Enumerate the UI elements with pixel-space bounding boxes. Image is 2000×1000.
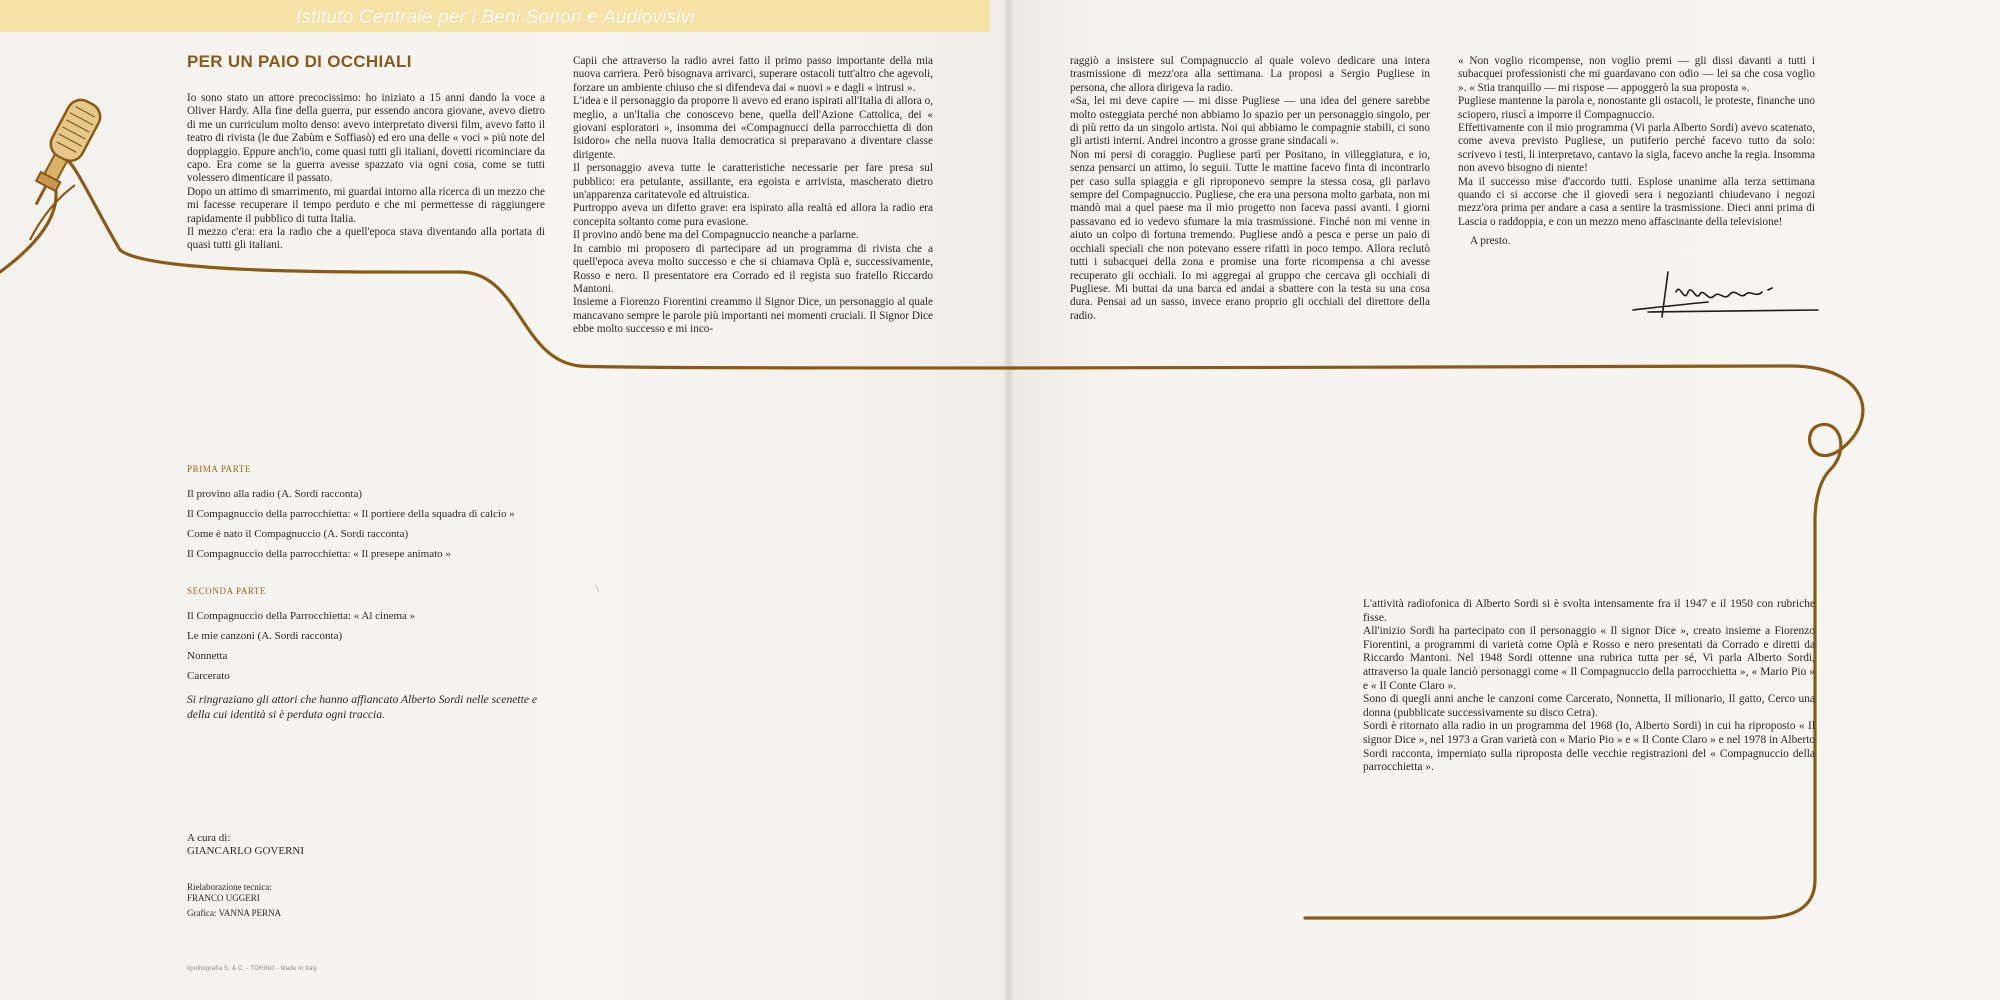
paragraph: All'inizio Sordi ha partecipato con il personaggio « Il signor Dice », creato insieme a Fiorenzo Fiorentini, a programmi di varietà come Oplà e Rosso e nero presentati da Corrado e diretti da Riccardo Mantoni. Nel 1948 Sordi ottenne una rubrica tutta per sé, Vi parla Alberto Sordi, attraverso la quale lanciò personaggi come « Il Compagnuccio della parrocchietta », « Mario Pio » e « Il Conte Claro ». [1363, 625, 1815, 692]
curated-name: GIANCARLO GOVERNI [187, 845, 305, 857]
paragraph: «Sa, lei mi deve capire — mi disse Pugliese — una idea del genere sarebbe molto osteggiata perché non abbiamo lo spazio per un personaggio singolo, per di più retto da un singolo artista. Noi qui abbiamo le compagnie stabili, ci sono gli artisti interni. Andrei incontro a grosse grane sindacali ». [1070, 95, 1430, 148]
paragraph: Insieme a Fiorenzo Fiorentini creammo il Signor Dice, un personaggio al quale mancavano sempre le parole più importanti nei momenti cruciali. Il Signor Dice ebbe molto successo e mi inco- [573, 296, 933, 336]
tracklist-part-1 [187, 464, 607, 564]
paragraph: Sono di quegli anni anche le canzoni come Carcerato, Nonnetta, Il milionario, Il gatto, Cerco una donna (pubblicate successivamente su disco Cetra). [1363, 693, 1815, 719]
track-item: Carcerato [187, 670, 230, 682]
track-item: Il Compagnuccio della Parrocchietta: « Al cinema » [187, 610, 416, 622]
paragraph: Io sono stato un attore precocissimo: ho iniziato a 15 anni dando la voce a Oliver Hardy. Alla fine della guerra, pur essendo ancora giovane, avevo dietro di me un curriculum molto denso: avevo interpretato diversi film, avevo fatto il teatro di rivista (le due Zabùm e Soffiasò) ed ero una delle « voci » più note del doppiaggio. Eppure anch'io, come quasi tutti gli italiani, dovetti ricominciare da capo. Era come se la guerra avesse spazzato via ogni cosa, come se tutti volessero dimenticare il passato. [187, 92, 545, 185]
curated-by [187, 832, 304, 858]
paragraph: L'attività radiofonica di Alberto Sordi si è svolta intensamente fra il 1947 e il 1950 con rubriche fisse. [1363, 598, 1815, 624]
track-item: Il Compagnuccio della parrocchietta: « Il portiere della squadra di calcio » [187, 508, 515, 520]
paragraph: Capii che attraverso la radio avrei fatto il primo passo importante della mia nuova carriera. Però bisognava arrivarci, superare ostacoli tutt'altro che agevoli, forzare un ambiente chiuso che si difendeva dai « nuovi » e dagli « intrusi ». [573, 55, 933, 94]
part-label: PRIMA PARTE [187, 464, 251, 474]
paragraph: In cambio mi proposero di partecipare ad un programma di rivista che a quell'epoca aveva molto successo e che si chiamava Oplà e, successivamente, Rosso e nero. Il presentatore era Corrado ed il regista suo fratello Riccardo Mantoni. [573, 242, 933, 295]
technical-credits [187, 882, 281, 919]
paragraph: Il provino andò bene ma del Compagnuccio neanche a parlarne. [573, 229, 859, 242]
tech-label: Rielaborazione tecnica: [187, 882, 272, 892]
track-item: Il Compagnuccio della parrocchietta: « Il presepe animato » [187, 548, 451, 560]
track-item: Le mie canzoni (A. Sordi racconta) [187, 630, 343, 642]
part-label: SECONDA PARTE [187, 586, 267, 596]
thanks-note: Si ringraziano gli attori che hanno affiancato Alberto Sordi nelle scenette e della cui identità si è perduta ogni traccia. [187, 693, 538, 721]
paragraph: raggiò a insistere sul Compagnuccio al quale volevo dedicare una intera trasmissione di mezz'ora alla settimana. La proposi a Sergio Pugliese in persona, che allora dirigeva la radio. [1070, 55, 1430, 94]
banner-text: Istituto Centrale per i Beni Sonori e Audiovisivi [296, 7, 695, 28]
paragraph: Pugliese mantenne la parola e, nonostante gli ostacoli, le proteste, finanche uno sciopero, riuscì a imporre il Compagnuccio. [1458, 95, 1815, 121]
article-title: PER UN PAIO DI OCCHIALI [187, 52, 412, 71]
banner [0, 0, 990, 32]
paragraph: Non mi persi di coraggio. Pugliese partì per Positano, in villeggiatura, e io, senza pensarci un attimo, lo seguii. Tutte le mattine facevo finta di incontrarlo per caso sulla spiaggia e gli riproponevo sempre la stessa cosa, gli parlavo sempre del Compagnuccio. Pugliese, che era una persona molto garbata, non mi mandò mai a quel paese ma il mio progetto non faceva passi avanti. I giorni passavano ed io vedevo sfumare la mia trasmissione. Finché non mi venne in aiuto un colpo di fortuna tremendo. Pugliese andò a pesca e perse un paio di occhiali speciali che non potevano essere rifatti in poco tempo. Allora reclutò tutti i subacquei della zona e promise una forte ricompensa a chi avesse recuperato gli occhiali. Io mi aggregai al gruppo che cercava gli occhiali di Pugliese. Mi buttai da una barca ed andai a sbattere con la testa su una cosa dura. Pensai ad un sasso, invece erano proprio gli occhiali del direttore della radio. [1070, 148, 1430, 322]
paragraph: Il personaggio aveva tutte le caratteristiche necessarie per fare presa sul pubblico: era petulante, assillante, era egoista e arrivista, mascherato dietro un'apparenza caritatevole ed altruistica. [573, 162, 933, 202]
spine [1004, 0, 1014, 1000]
article-column-3 [1070, 55, 1430, 323]
curated-label: A cura di: [187, 832, 231, 844]
article-column-2 [573, 55, 933, 337]
paragraph: Purtroppo aveva un difetto grave: era ispirato alla realtà ed allora la radio era concepita soltanto come pura evasione. [573, 202, 933, 228]
paragraph: « Non voglio ricompense, non voglio premi — gli dissi davanti a tutti i subacquei professionisti che mi guardavano con odio — lei sa che cosa voglio ». « Stia tranquillo — mi rispose — appoggerò la sua proposta ». [1458, 55, 1815, 94]
track-item: Come è nato il Compagnuccio (A. Sordi racconta) [187, 528, 409, 540]
graphics-credit: Grafica: VANNA PERNA [187, 908, 282, 918]
paragraph: Il mezzo c'era: era la radio che a quell'epoca stava diventando alla portata di quasi tutti gli italiani. [187, 226, 545, 252]
paragraph: Dopo un attimo di smarrimento, mi guardai intorno alla ricerca di un mezzo che mi facesse recuperare il tempo perduto e che mi permettesse di raggiungere rapidamente il pubblico di tutta Italia. [187, 185, 545, 225]
article-column-1 [187, 92, 545, 253]
typography-credit: tipolitografia S. & C. - TORINO - Made in Italy [187, 966, 318, 972]
track-item: Nonnetta [187, 650, 228, 662]
tech-name: FRANCO UGGERI [187, 893, 260, 903]
paragraph: L'idea e il personaggio da proporre li avevo ed erano ispirati all'Italia di allora o, meglio, a un'Italia che conoscevo bene, quella dell'Azione Cattolica, dei « giovani esploratori », insomma dei «Compagnucci della parrocchietta di don Isidoro» che nella nuova Italia democratica si preparavano a diventare classe dirigente. [573, 95, 933, 161]
paragraph: Ma il successo mise d'accordo tutti. Esplose unanime alla terza settimana quando ci si accorse che il giovedì sera i negozianti chiudevano i negozi mezz'ora prima per andare a casa a sentire la trasmissione. Dieci anni prima di Lascia o raddoppia, e con un mezzo meno affascinante della televisione! [1458, 175, 1815, 228]
tracklist-part-2 [187, 586, 607, 686]
tiny-mark: \ [596, 584, 599, 595]
track-item: Il provino alla radio (A. Sordi racconta) [187, 488, 363, 500]
article-column-4 [1458, 55, 1815, 249]
paragraph: Effettivamente con il mio programma (Vi parla Alberto Sordi) avevo scatenato, come aveva previsto Pugliese, un putiferio perché facevo tutto da solo: scrivevo i testi, li interpretavo, cantavo la sigla, facevo anche la regia. Insomma non avevo bisogno di niente! [1458, 122, 1815, 175]
signature-graphic [1628, 262, 1828, 322]
paragraph: Sordi è ritornato alla radio in un programma del 1968 (Io, Alberto Sordi) in cui ha riproposto « Il signor Dice », nel 1973 a Gran varietà con « Mario Pio » e « Il Conte Claro » e nel 1978 in Alberto Sordi racconta, imperniato sulla riproposta delle vecchie registrazioni del « Compagnuccio della parrocchietta ». [1363, 720, 1815, 774]
radio-activity-text [1363, 598, 1815, 775]
sign-off: A presto. [1470, 235, 1511, 248]
